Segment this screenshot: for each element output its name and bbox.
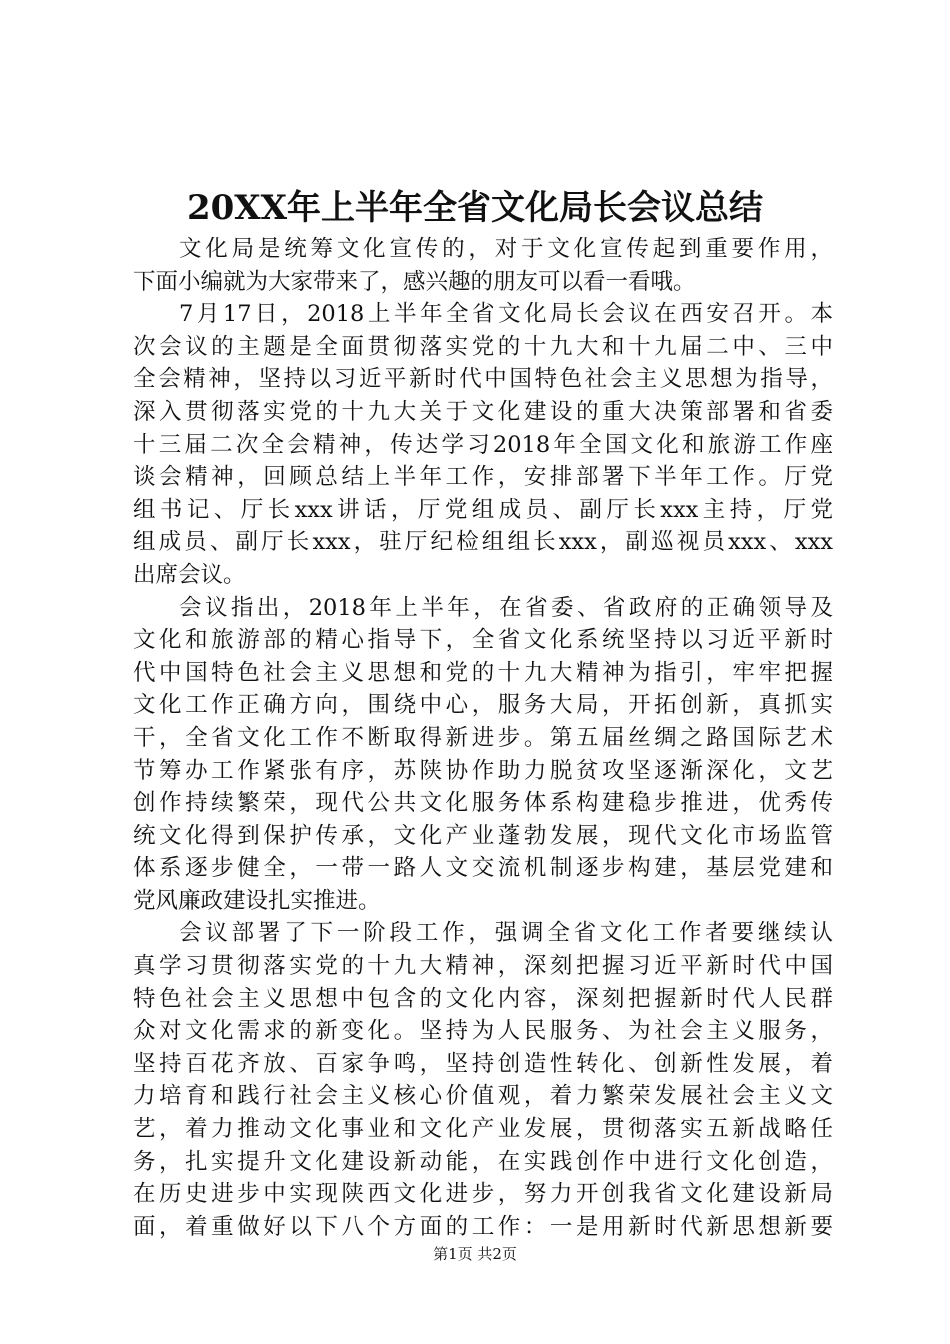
document-body <box>133 233 833 1243</box>
paragraph-line: 谈会精神，回顾总结上半年工作，安排部署下半年工作。厅党 <box>133 464 833 491</box>
paragraph-line: 会议部署了下一阶段工作，强调全省文化工作者要继续认 <box>179 920 833 947</box>
paragraph-line: 组成员、副厅长xxx，驻厅纪检组组长xxx，副巡视员xxx、xxx <box>133 529 833 556</box>
paragraph-line: 在历史进步中实现陕西文化进步，努力开创我省文化建设新局 <box>133 1181 833 1208</box>
paragraph-line: 坚持百花齐放、百家争鸣，坚持创造性转化、创新性发展，着 <box>133 1050 833 1077</box>
paragraph-line: 深入贯彻落实党的十九大关于文化建设的重大决策部署和省委 <box>133 398 833 425</box>
paragraph-line: 出席会议。 <box>133 561 246 588</box>
paragraph-line: 体系逐步健全，一带一路人文交流机制逐步构建，基层党建和 <box>133 855 833 882</box>
paragraph <box>133 298 833 591</box>
paragraph-line: 文化工作正确方向，围绕中心，服务大局，开拓创新，真抓实 <box>133 692 833 719</box>
paragraph-line: 创作持续繁荣，现代公共文化服务体系构建稳步推进，优秀传 <box>133 790 833 817</box>
paragraph-line: 下面小编就为大家带来了，感兴趣的朋友可以看一看哦。 <box>133 268 696 295</box>
paragraph-line: 次会议的主题是全面贯彻落实党的十九大和十九届二中、三中 <box>133 333 833 360</box>
paragraph-line: 真学习贯彻落实党的十九大精神，深刻把握习近平新时代中国 <box>133 953 833 980</box>
paragraph-line: 艺，着力推动文化事业和文化产业发展，贯彻落实五新战略任 <box>133 1116 833 1143</box>
paragraph <box>133 233 833 298</box>
paragraph-line: 务，扎实提升文化建设新动能，在实践创作中进行文化创造， <box>133 1148 833 1175</box>
paragraph-line: 7月17日，2018上半年全省文化局长会议在西安召开。本 <box>179 301 833 328</box>
paragraph-line: 统文化得到保护传承，文化产业蓬勃发展，现代文化市场监管 <box>133 822 833 849</box>
paragraph-line: 文化局是统筹文化宣传的，对于文化宣传起到重要作用， <box>179 236 833 262</box>
paragraph-line: 干，全省文化工作不断取得新进步。第五届丝绸之路国际艺术 <box>133 724 833 751</box>
paragraph-line: 会议指出，2018年上半年，在省委、省政府的正确领导及 <box>179 594 833 621</box>
paragraph <box>133 917 833 1243</box>
paragraph-line: 十三届二次全会精神，传达学习2018年全国文化和旅游工作座 <box>133 431 833 458</box>
paragraph <box>133 592 833 918</box>
paragraph-line: 节筹办工作紧张有序，苏陕协作助力脱贫攻坚逐渐深化，文艺 <box>133 757 833 784</box>
paragraph-line: 代中国特色社会主义思想和党的十九大精神为指引，牢牢把握 <box>133 659 833 686</box>
paragraph-line: 组书记、厅长xxx讲话，厅党组成员、副厅长xxx主持，厅党 <box>133 496 833 523</box>
paragraph-line: 文化和旅游部的精心指导下，全省文化系统坚持以习近平新时 <box>133 627 833 654</box>
paragraph-line: 面，着重做好以下八个方面的工作：一是用新时代新思想新要 <box>133 1213 833 1240</box>
paragraph-line: 众对文化需求的新变化。坚持为人民服务、为社会主义服务， <box>133 1018 833 1045</box>
paragraph-line: 全会精神，坚持以习近平新时代中国特色社会主义思想为指导， <box>133 366 833 393</box>
paragraph-line: 特色社会主义思想中包含的文化内容，深刻把握新时代人民群 <box>133 985 833 1012</box>
document-title: 20XX年上半年全省文化局长会议总结 <box>186 188 764 228</box>
paragraph-line: 力培育和践行社会主义核心价值观，着力繁荣发展社会主义文 <box>133 1083 833 1110</box>
paragraph-line: 党风廉政建设扎实推进。 <box>133 887 381 914</box>
page-footer: 第1页 共2页 <box>433 1245 517 1263</box>
